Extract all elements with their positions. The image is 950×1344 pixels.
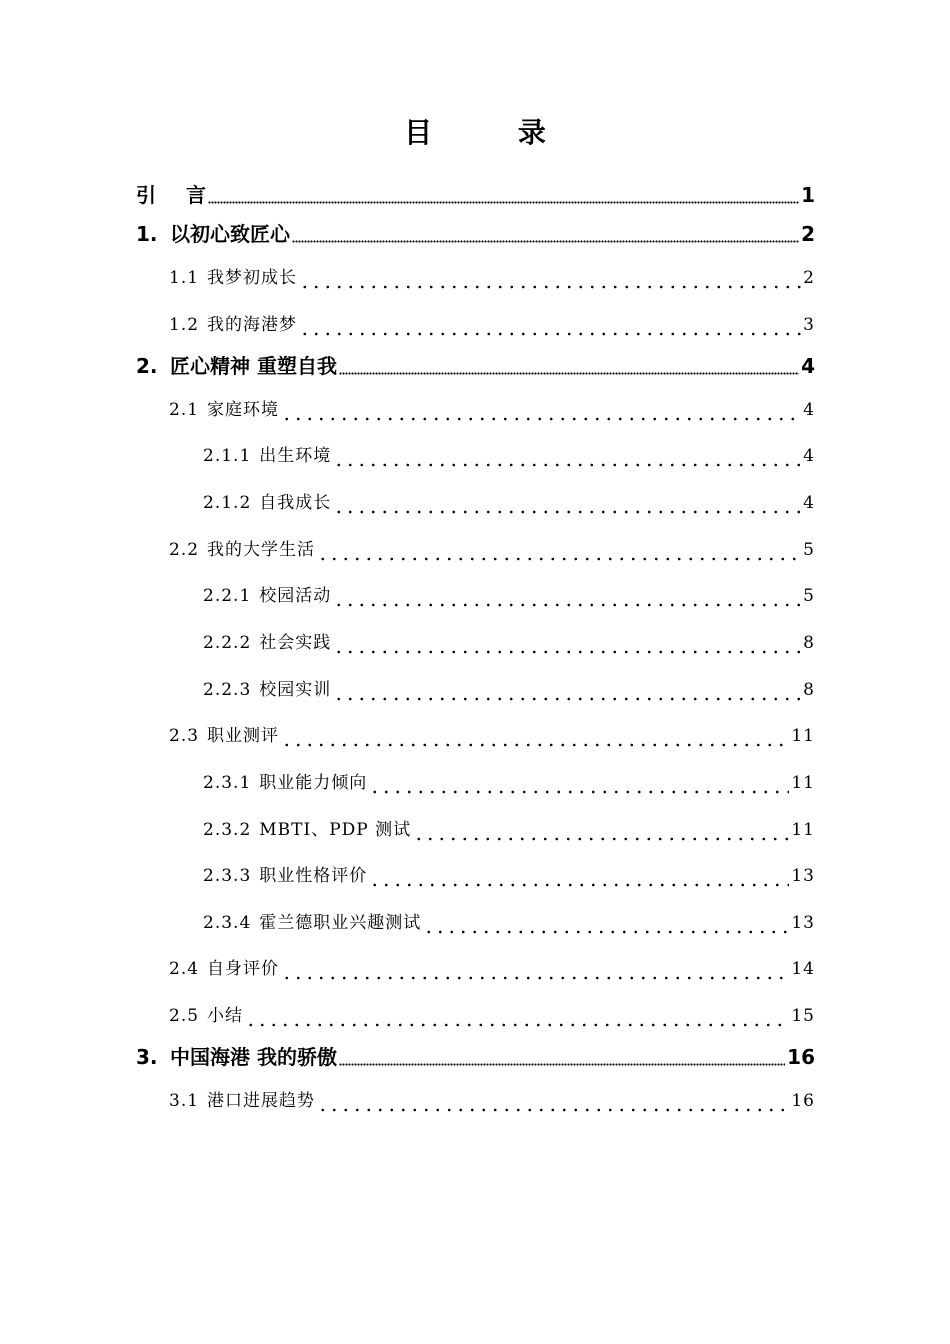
toc-leader-dots <box>369 860 789 892</box>
toc-entry-number: 2.2.2 <box>203 633 252 653</box>
toc-leader-dots <box>208 178 799 212</box>
toc-entry[interactable] <box>169 1085 815 1117</box>
toc-leader-dots <box>339 349 799 383</box>
toc-leader-dots <box>339 1040 785 1074</box>
toc-entry-page-number: 13 <box>791 913 815 933</box>
toc-leader-dots <box>299 309 801 341</box>
toc-entry[interactable] <box>203 814 815 846</box>
toc-entry-number: 2.3.4 <box>203 913 252 933</box>
toc-entry[interactable] <box>203 487 815 519</box>
toc-entry-title: 以初心致匠心 <box>170 222 290 246</box>
toc-leader-dots <box>281 953 789 985</box>
toc-leader-dots <box>333 440 801 472</box>
toc-entry-number: 3. <box>136 1045 158 1069</box>
toc-entry-title: 我的海港梦 <box>207 315 298 335</box>
toc-entry[interactable] <box>169 534 815 566</box>
toc-entry-title: 我梦初成长 <box>207 268 298 288</box>
toc-entry-number: 2.4 <box>169 959 200 979</box>
toc-entry-page-number: 11 <box>791 726 815 746</box>
toc-entry-page-number: 4 <box>803 493 815 513</box>
toc-entry-page-number: 4 <box>803 446 815 466</box>
toc-entry-number: 1. <box>136 222 158 246</box>
toc-entry-title: 家庭环境 <box>207 400 280 420</box>
toc-entry-number: 2.2.1 <box>203 586 252 606</box>
toc-entry[interactable] <box>136 349 815 383</box>
toc-entry-number: 2.3.2 <box>203 820 252 840</box>
toc-entry-number: 2.2 <box>169 540 200 560</box>
toc-entry-title: 出生环境 <box>259 446 332 466</box>
toc-entry-number: 2.3.1 <box>203 773 252 793</box>
toc-leader-dots <box>333 580 801 612</box>
toc-leader-dots <box>413 814 789 846</box>
toc-leader-dots <box>333 487 801 519</box>
toc-entry-page-number: 16 <box>791 1091 815 1111</box>
toc-entry-title: 职业能力倾向 <box>259 773 368 793</box>
toc-entry-page-number: 1 <box>801 183 815 207</box>
toc-entry-title: 社会实践 <box>259 633 332 653</box>
toc-title: 目 录 <box>404 116 584 149</box>
toc-entry[interactable] <box>203 907 815 939</box>
toc-entry-page-number: 13 <box>791 866 815 886</box>
toc-leader-dots <box>317 1085 789 1117</box>
toc-entry[interactable] <box>203 580 815 612</box>
toc-entry-number: 引 <box>136 183 156 207</box>
toc-leader-dots <box>281 394 801 426</box>
toc-entry-number: 3.1 <box>169 1091 200 1111</box>
toc-leader-dots <box>299 262 801 294</box>
toc-entry[interactable] <box>203 627 815 659</box>
toc-entry[interactable] <box>203 674 815 706</box>
toc-entry[interactable] <box>136 1040 815 1074</box>
toc-entry-title: 匠心精神 重塑自我 <box>170 354 337 378</box>
toc-entry-number: 2. <box>136 354 158 378</box>
toc-entry[interactable] <box>136 217 815 251</box>
toc-leader-dots <box>281 720 789 752</box>
toc-entry[interactable] <box>203 440 815 472</box>
toc-entry[interactable] <box>169 262 815 294</box>
toc-entry-title: 小结 <box>207 1006 244 1026</box>
toc-entry[interactable] <box>136 178 815 212</box>
toc-entry-title: 自我成长 <box>259 493 332 513</box>
toc-entry[interactable] <box>169 953 815 985</box>
toc-entry[interactable] <box>169 309 815 341</box>
toc-entry-page-number: 15 <box>791 1006 815 1026</box>
toc-leader-dots <box>292 217 799 251</box>
toc-entry-title: 自身评价 <box>207 959 280 979</box>
toc-entry-page-number: 4 <box>801 354 815 378</box>
toc-entry-number: 2.1.1 <box>203 446 252 466</box>
toc-leader-dots <box>423 907 789 939</box>
toc-entry-number: 2.1 <box>169 400 200 420</box>
toc-entry-title: 校园活动 <box>259 586 332 606</box>
toc-entry-title: 我的大学生活 <box>207 540 316 560</box>
toc-entry-title: 港口进展趋势 <box>207 1091 316 1111</box>
toc-leader-dots <box>317 534 801 566</box>
toc-entry-number: 2.3 <box>169 726 200 746</box>
toc-entry-number: 1.2 <box>169 315 200 335</box>
toc-entry-title: MBTI、PDP 测试 <box>259 820 412 840</box>
toc-entry-page-number: 3 <box>803 315 815 335</box>
toc-entry-number: 2.2.3 <box>203 680 252 700</box>
toc-entry[interactable] <box>203 860 815 892</box>
toc-entry-number: 2.1.2 <box>203 493 252 513</box>
toc-entry-title: 职业性格评价 <box>259 866 368 886</box>
toc-entry[interactable] <box>169 1000 815 1032</box>
toc-entry-title: 校园实训 <box>259 680 332 700</box>
toc-entry-page-number: 11 <box>791 820 815 840</box>
toc-entry-number: 2.5 <box>169 1006 200 1026</box>
toc-entry-title: 职业测评 <box>207 726 280 746</box>
toc-entry-title: 言 <box>186 183 206 207</box>
toc-entry-page-number: 11 <box>791 773 815 793</box>
toc-entry-title: 霍兰德职业兴趣测试 <box>259 913 422 933</box>
toc-entry[interactable] <box>169 720 815 752</box>
toc-entry-page-number: 2 <box>803 268 815 288</box>
toc-entry[interactable] <box>203 767 815 799</box>
toc-entry[interactable] <box>169 394 815 426</box>
toc-entry-page-number: 16 <box>787 1045 815 1069</box>
toc-leader-dots <box>369 767 789 799</box>
toc-entry-number: 2.3.3 <box>203 866 252 886</box>
toc-entry-page-number: 2 <box>801 222 815 246</box>
toc-leader-dots <box>333 674 801 706</box>
toc-entry-page-number: 14 <box>791 959 815 979</box>
toc-leader-dots <box>245 1000 789 1032</box>
toc-entry-page-number: 5 <box>803 540 815 560</box>
toc-entry-number: 1.1 <box>169 268 200 288</box>
toc-entry-page-number: 8 <box>803 680 815 700</box>
toc-entry-page-number: 5 <box>803 586 815 606</box>
toc-entry-title: 中国海港 我的骄傲 <box>170 1045 337 1069</box>
toc-entry-page-number: 8 <box>803 633 815 653</box>
toc-entry-page-number: 4 <box>803 400 815 420</box>
toc-leader-dots <box>333 627 801 659</box>
